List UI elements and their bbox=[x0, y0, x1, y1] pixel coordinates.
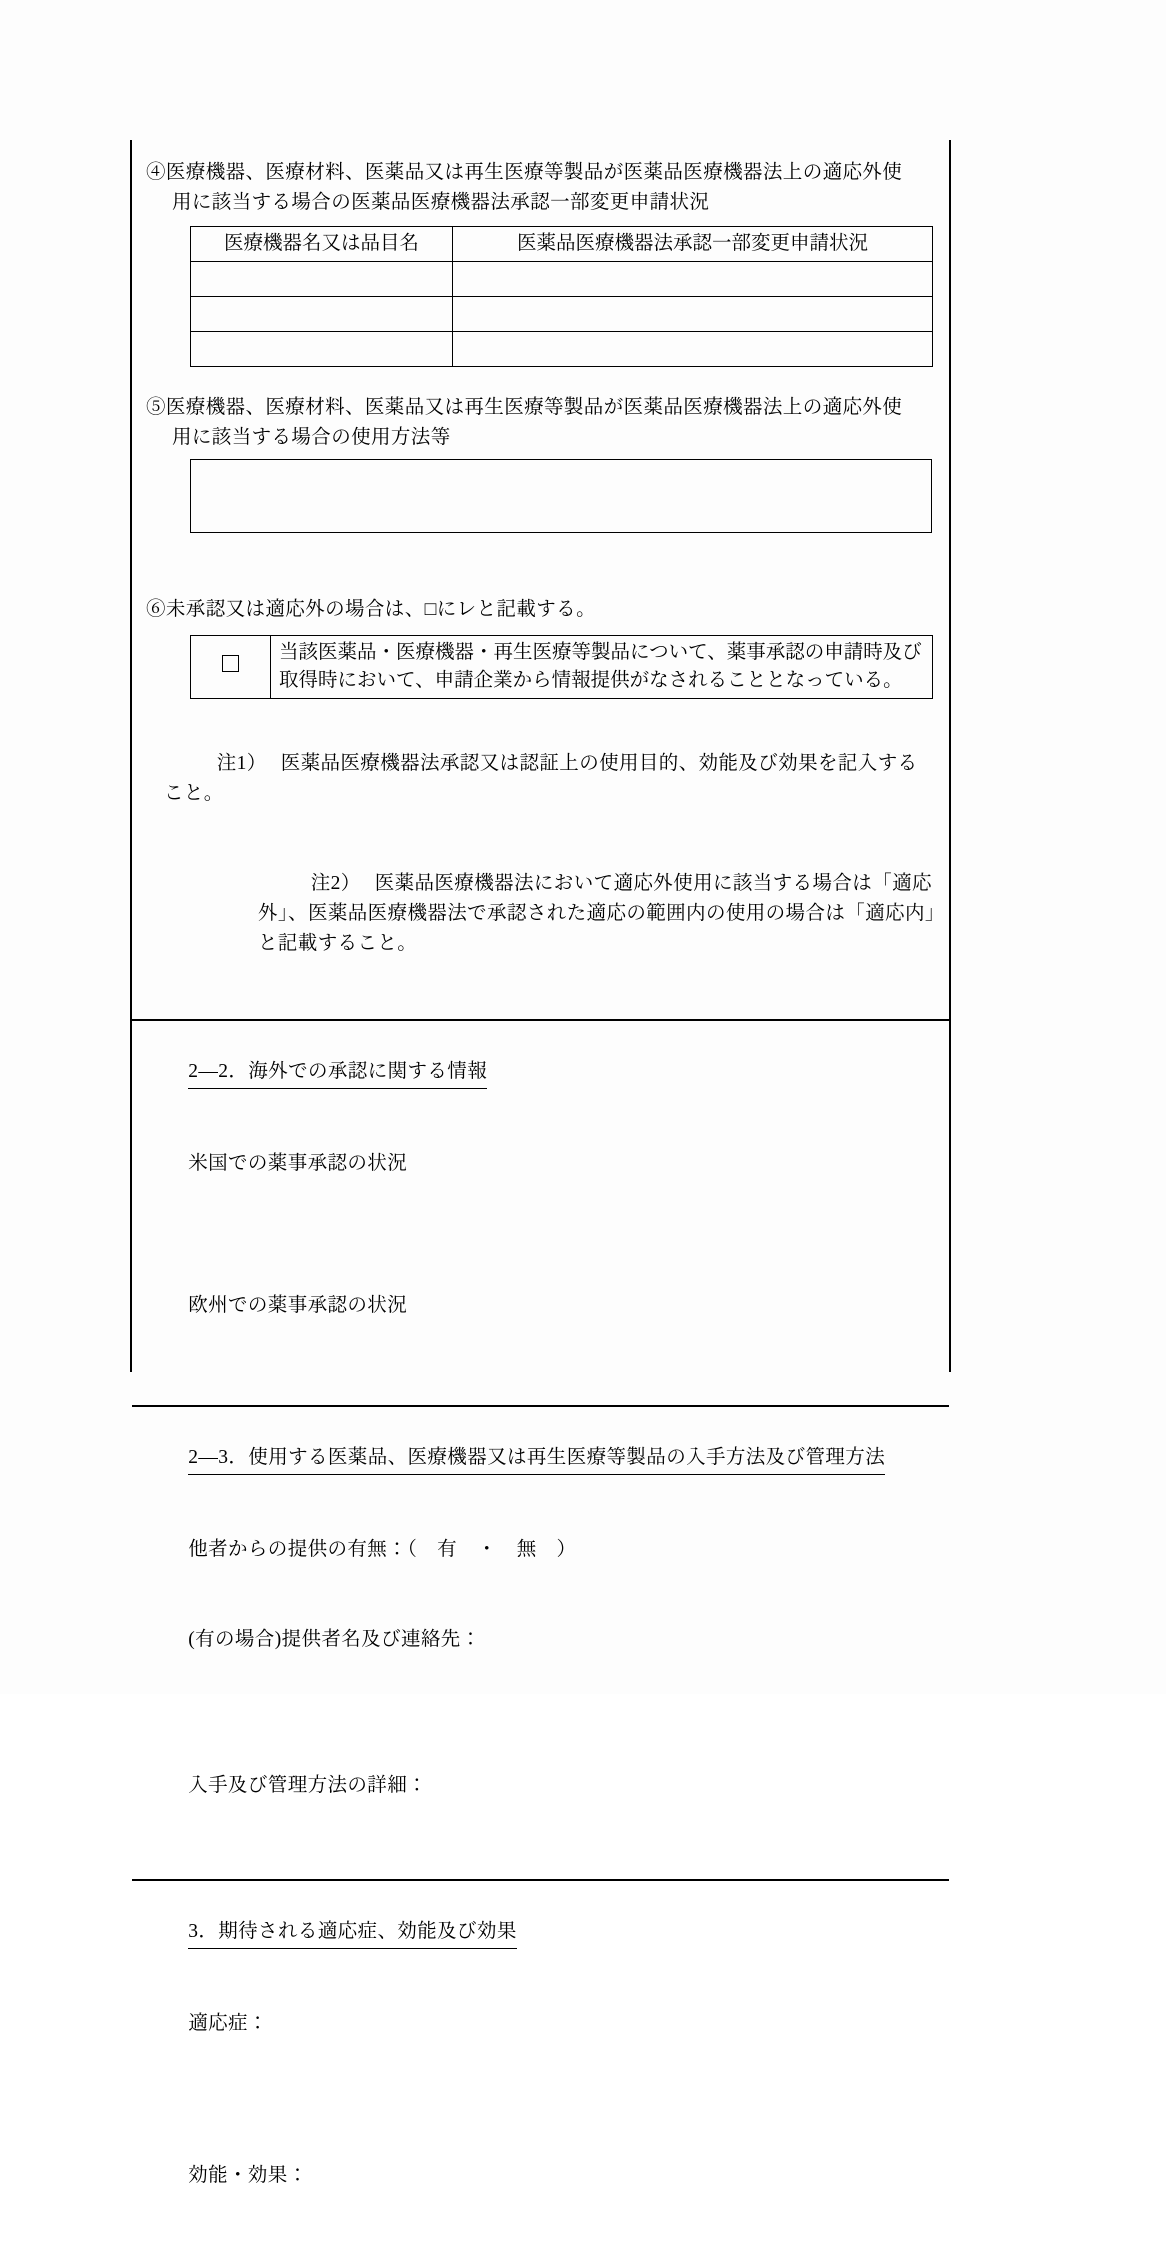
note-1-label: 注1） bbox=[216, 753, 267, 774]
cell-approval-status[interactable] bbox=[453, 332, 933, 367]
note-2-text: 医薬品医療機器法において適応外使用に該当する場合は「適応外」、医薬品医療機器法で承認された適応の範囲内の使用の場合は「適応内」と記載すること。 bbox=[258, 873, 936, 954]
section-2-3 bbox=[132, 1405, 949, 1879]
spacer bbox=[146, 699, 935, 713]
section-3 bbox=[132, 1879, 949, 2245]
spacer bbox=[146, 533, 935, 595]
eu-approval-status-field[interactable] bbox=[146, 1261, 935, 1351]
section-2-2 bbox=[132, 1019, 949, 1405]
provision-availability-label: 他者からの提供の有無：（ 有 ・ 無 ） bbox=[188, 1539, 577, 1560]
confirmation-statement-text: 当該医薬品・医療機器・再生医療等製品について、薬事承認の申請時及び取得時において、申請企業から情報提供がなされることとなっている。 bbox=[279, 642, 922, 691]
us-approval-status-field[interactable] bbox=[146, 1119, 935, 1209]
indication-label: 適応症： bbox=[188, 2013, 268, 2034]
spacer bbox=[146, 1715, 935, 1741]
provider-name-contact-field[interactable] bbox=[146, 1595, 935, 1715]
item-4 bbox=[146, 158, 935, 367]
indication-value[interactable] bbox=[146, 2069, 935, 2131]
item-4-line-2: 用に該当する場合の医薬品医療機器法承認一部変更申請状況 bbox=[172, 192, 710, 213]
column-header-approval-status: 医薬品医療機器法承認一部変更申請状況 bbox=[453, 227, 933, 262]
note-2-label: 注2） bbox=[310, 873, 361, 894]
provision-availability-field[interactable] bbox=[146, 1505, 935, 1595]
document-frame bbox=[130, 140, 951, 2186]
us-approval-status-label: 米国での薬事承認の状況 bbox=[188, 1153, 408, 1174]
item-4-table bbox=[190, 226, 933, 367]
acquisition-management-detail-value[interactable] bbox=[146, 1831, 935, 1879]
indication-field[interactable] bbox=[146, 1979, 935, 2069]
us-approval-status-value[interactable] bbox=[146, 1209, 935, 1261]
provider-name-contact-label: (有の場合)提供者名及び連絡先： bbox=[188, 1629, 481, 1650]
eu-approval-status-label: 欧州での薬事承認の状況 bbox=[188, 1295, 408, 1316]
cell-device-name[interactable] bbox=[191, 332, 453, 367]
spacer bbox=[146, 367, 935, 381]
eu-approval-status-value[interactable] bbox=[146, 1351, 935, 1405]
note-1-text: 医薬品医療機器法承認又は認証上の使用目的、効能及び効果を記入すること。 bbox=[164, 753, 918, 804]
section-2-2-heading: 2―2．海外での承認に関する情報 bbox=[188, 1057, 487, 1089]
efficacy-effect-value[interactable] bbox=[146, 2221, 935, 2245]
checkbox-cell[interactable] bbox=[191, 636, 271, 699]
confirmation-checkbox[interactable] bbox=[222, 655, 239, 672]
item-6-heading: ⑥未承認又は適応外の場合は、□にレと記載する。 bbox=[146, 599, 596, 620]
efficacy-effect-field[interactable] bbox=[146, 2131, 935, 2221]
section-3-heading-wrap bbox=[146, 1887, 935, 1979]
notes-block bbox=[146, 719, 935, 989]
item-6 bbox=[146, 595, 935, 699]
cell-device-name[interactable] bbox=[191, 262, 453, 297]
section-2-3-heading: 2―3．使用する医薬品、医療機器又は再生医療等製品の入手方法及び管理方法 bbox=[188, 1443, 885, 1475]
item-5-line-2: 用に該当する場合の使用方法等 bbox=[172, 427, 451, 448]
statement-cell bbox=[271, 636, 933, 699]
table-header-row bbox=[191, 227, 933, 262]
item-5-free-text-box[interactable] bbox=[190, 459, 932, 533]
table-row[interactable] bbox=[191, 332, 933, 367]
table-row[interactable] bbox=[191, 297, 933, 332]
efficacy-effect-label: 効能・効果： bbox=[188, 2165, 308, 2186]
column-header-device-name: 医療機器名又は品目名 bbox=[191, 227, 453, 262]
note-2 bbox=[146, 839, 935, 989]
cell-approval-status[interactable] bbox=[453, 297, 933, 332]
item-5 bbox=[146, 393, 935, 533]
table-row[interactable] bbox=[191, 262, 933, 297]
acquisition-management-detail-field[interactable] bbox=[146, 1741, 935, 1831]
section-3-heading: 3．期待される適応症、効能及び効果 bbox=[188, 1917, 517, 1949]
section-2-2-heading-wrap bbox=[146, 1027, 935, 1119]
acquisition-management-detail-label: 入手及び管理方法の詳細： bbox=[188, 1775, 428, 1796]
cell-device-name[interactable] bbox=[191, 297, 453, 332]
note-1 bbox=[146, 719, 935, 839]
item-4-line-1: ④医療機器、医療材料、医薬品又は再生医療等製品が医薬品医療機器法上の適応外使 bbox=[146, 162, 903, 183]
table-row[interactable] bbox=[191, 636, 933, 699]
item-5-line-1: ⑤医療機器、医療材料、医薬品又は再生医療等製品が医薬品医療機器法上の適応外使 bbox=[146, 397, 903, 418]
section-2-3-heading-wrap bbox=[146, 1413, 935, 1505]
item-6-checkbox-table bbox=[190, 635, 933, 699]
section-item-block bbox=[132, 140, 949, 1019]
spacer bbox=[146, 989, 935, 1019]
cell-approval-status[interactable] bbox=[453, 262, 933, 297]
